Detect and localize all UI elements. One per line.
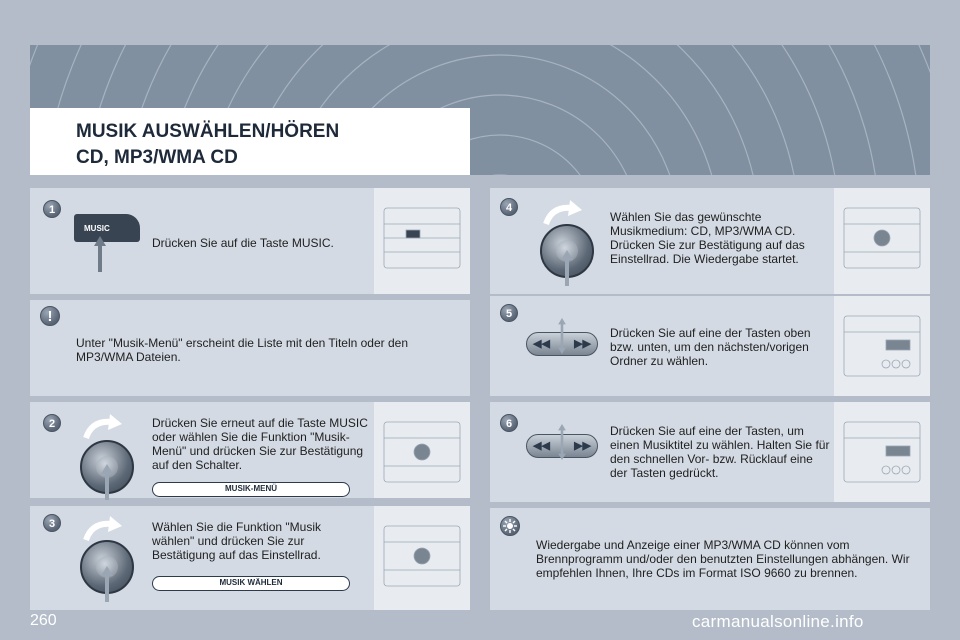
step-3-badge: 3 — [43, 514, 61, 532]
skip-rocker-icon: ◀◀ ▶▶ — [526, 332, 598, 356]
step-4-text: Wählen Sie das gewünschte Musikmedium: CD, MP3/WMA CD. Drücken Sie zur Bestätigung auf das Einstellrad. Die Wiedergabe startet. — [610, 210, 805, 266]
skip-rocker-icon: ◀◀ ▶▶ — [526, 434, 598, 458]
radio-illustration — [374, 188, 470, 294]
radio-illustration — [374, 402, 470, 498]
warning-icon: ! — [40, 306, 60, 326]
rotate-arrow-icon — [82, 516, 122, 542]
radio-illustration — [834, 188, 930, 294]
step-2-badge: 2 — [43, 414, 61, 432]
step-6-panel — [490, 402, 930, 502]
step-4-panel — [490, 188, 930, 294]
musik-waehlen-pill: MUSIK WÄHLEN — [152, 576, 350, 591]
step-2-panel — [30, 402, 470, 498]
step-6-text: Drücken Sie auf eine der Tasten, um einen Musiktitel zu wählen. Halten Sie für den schnellen Vor- bzw. Rücklauf eine der Tasten gedrückt. — [610, 424, 830, 480]
radio-illustration — [834, 402, 930, 502]
step-1-text: Drücken Sie auf die Taste MUSIC. — [152, 236, 334, 250]
step-1-panel — [30, 188, 470, 294]
press-arrow-icon — [101, 464, 113, 500]
up-down-arrow-icon — [556, 318, 568, 354]
watermark: carmanualsonline.info — [692, 612, 864, 631]
step-1-badge: 1 — [43, 200, 61, 218]
musik-menu-pill: MUSIK-MENÜ — [152, 482, 350, 497]
page-title: MUSIK AUSWÄHLEN/HÖREN — [76, 121, 340, 142]
press-arrow-icon — [561, 250, 573, 286]
step-3-text: Wählen Sie die Funktion "Musik wählen" und drücken Sie zur Bestätigung auf das Einstellrad. — [152, 520, 322, 562]
step-5-badge: 5 — [500, 304, 518, 322]
radio-illustration — [374, 506, 470, 610]
step-3-panel — [30, 506, 470, 610]
rotate-arrow-icon — [82, 414, 122, 440]
page-number: 260 — [30, 612, 57, 629]
step-6-badge: 6 — [500, 414, 518, 432]
radio-illustration — [834, 296, 930, 396]
music-button-icon: MUSIC — [74, 214, 140, 242]
warning-panel — [30, 300, 470, 396]
press-arrow-icon — [94, 236, 106, 272]
warning-text: Unter "Musik-Menü" erscheint die Liste mit den Titeln oder den MP3/WMA Dateien. — [76, 336, 409, 364]
step-5-text: Drücken Sie auf eine der Tasten oben bzw. unten, um den nächsten/vorigen Ordner zu wählen. — [610, 326, 811, 368]
tip-panel — [490, 508, 930, 610]
step-5-panel — [490, 296, 930, 396]
rotate-arrow-icon — [542, 200, 582, 226]
up-down-arrow-icon — [556, 424, 568, 460]
title-box — [30, 108, 470, 175]
step-2-text: Drücken Sie erneut auf die Taste MUSIC oder wählen Sie die Funktion "Musik-Menü" und drücken Sie zur Bestätigung auf den Schalter. — [152, 416, 368, 472]
press-arrow-icon — [101, 566, 113, 602]
step-4-badge: 4 — [500, 198, 518, 216]
tip-sun-icon — [500, 516, 520, 536]
page-subtitle: CD, MP3/WMA CD — [76, 147, 238, 168]
tip-text: Wiedergabe und Anzeige einer MP3/WMA CD können vom Brennprogramm und/oder den benutzten Einstellungen abhängen. Wir empfehlen Ihnen, Ihre CDs im Format ISO 9660 zu brennen. — [536, 538, 910, 580]
